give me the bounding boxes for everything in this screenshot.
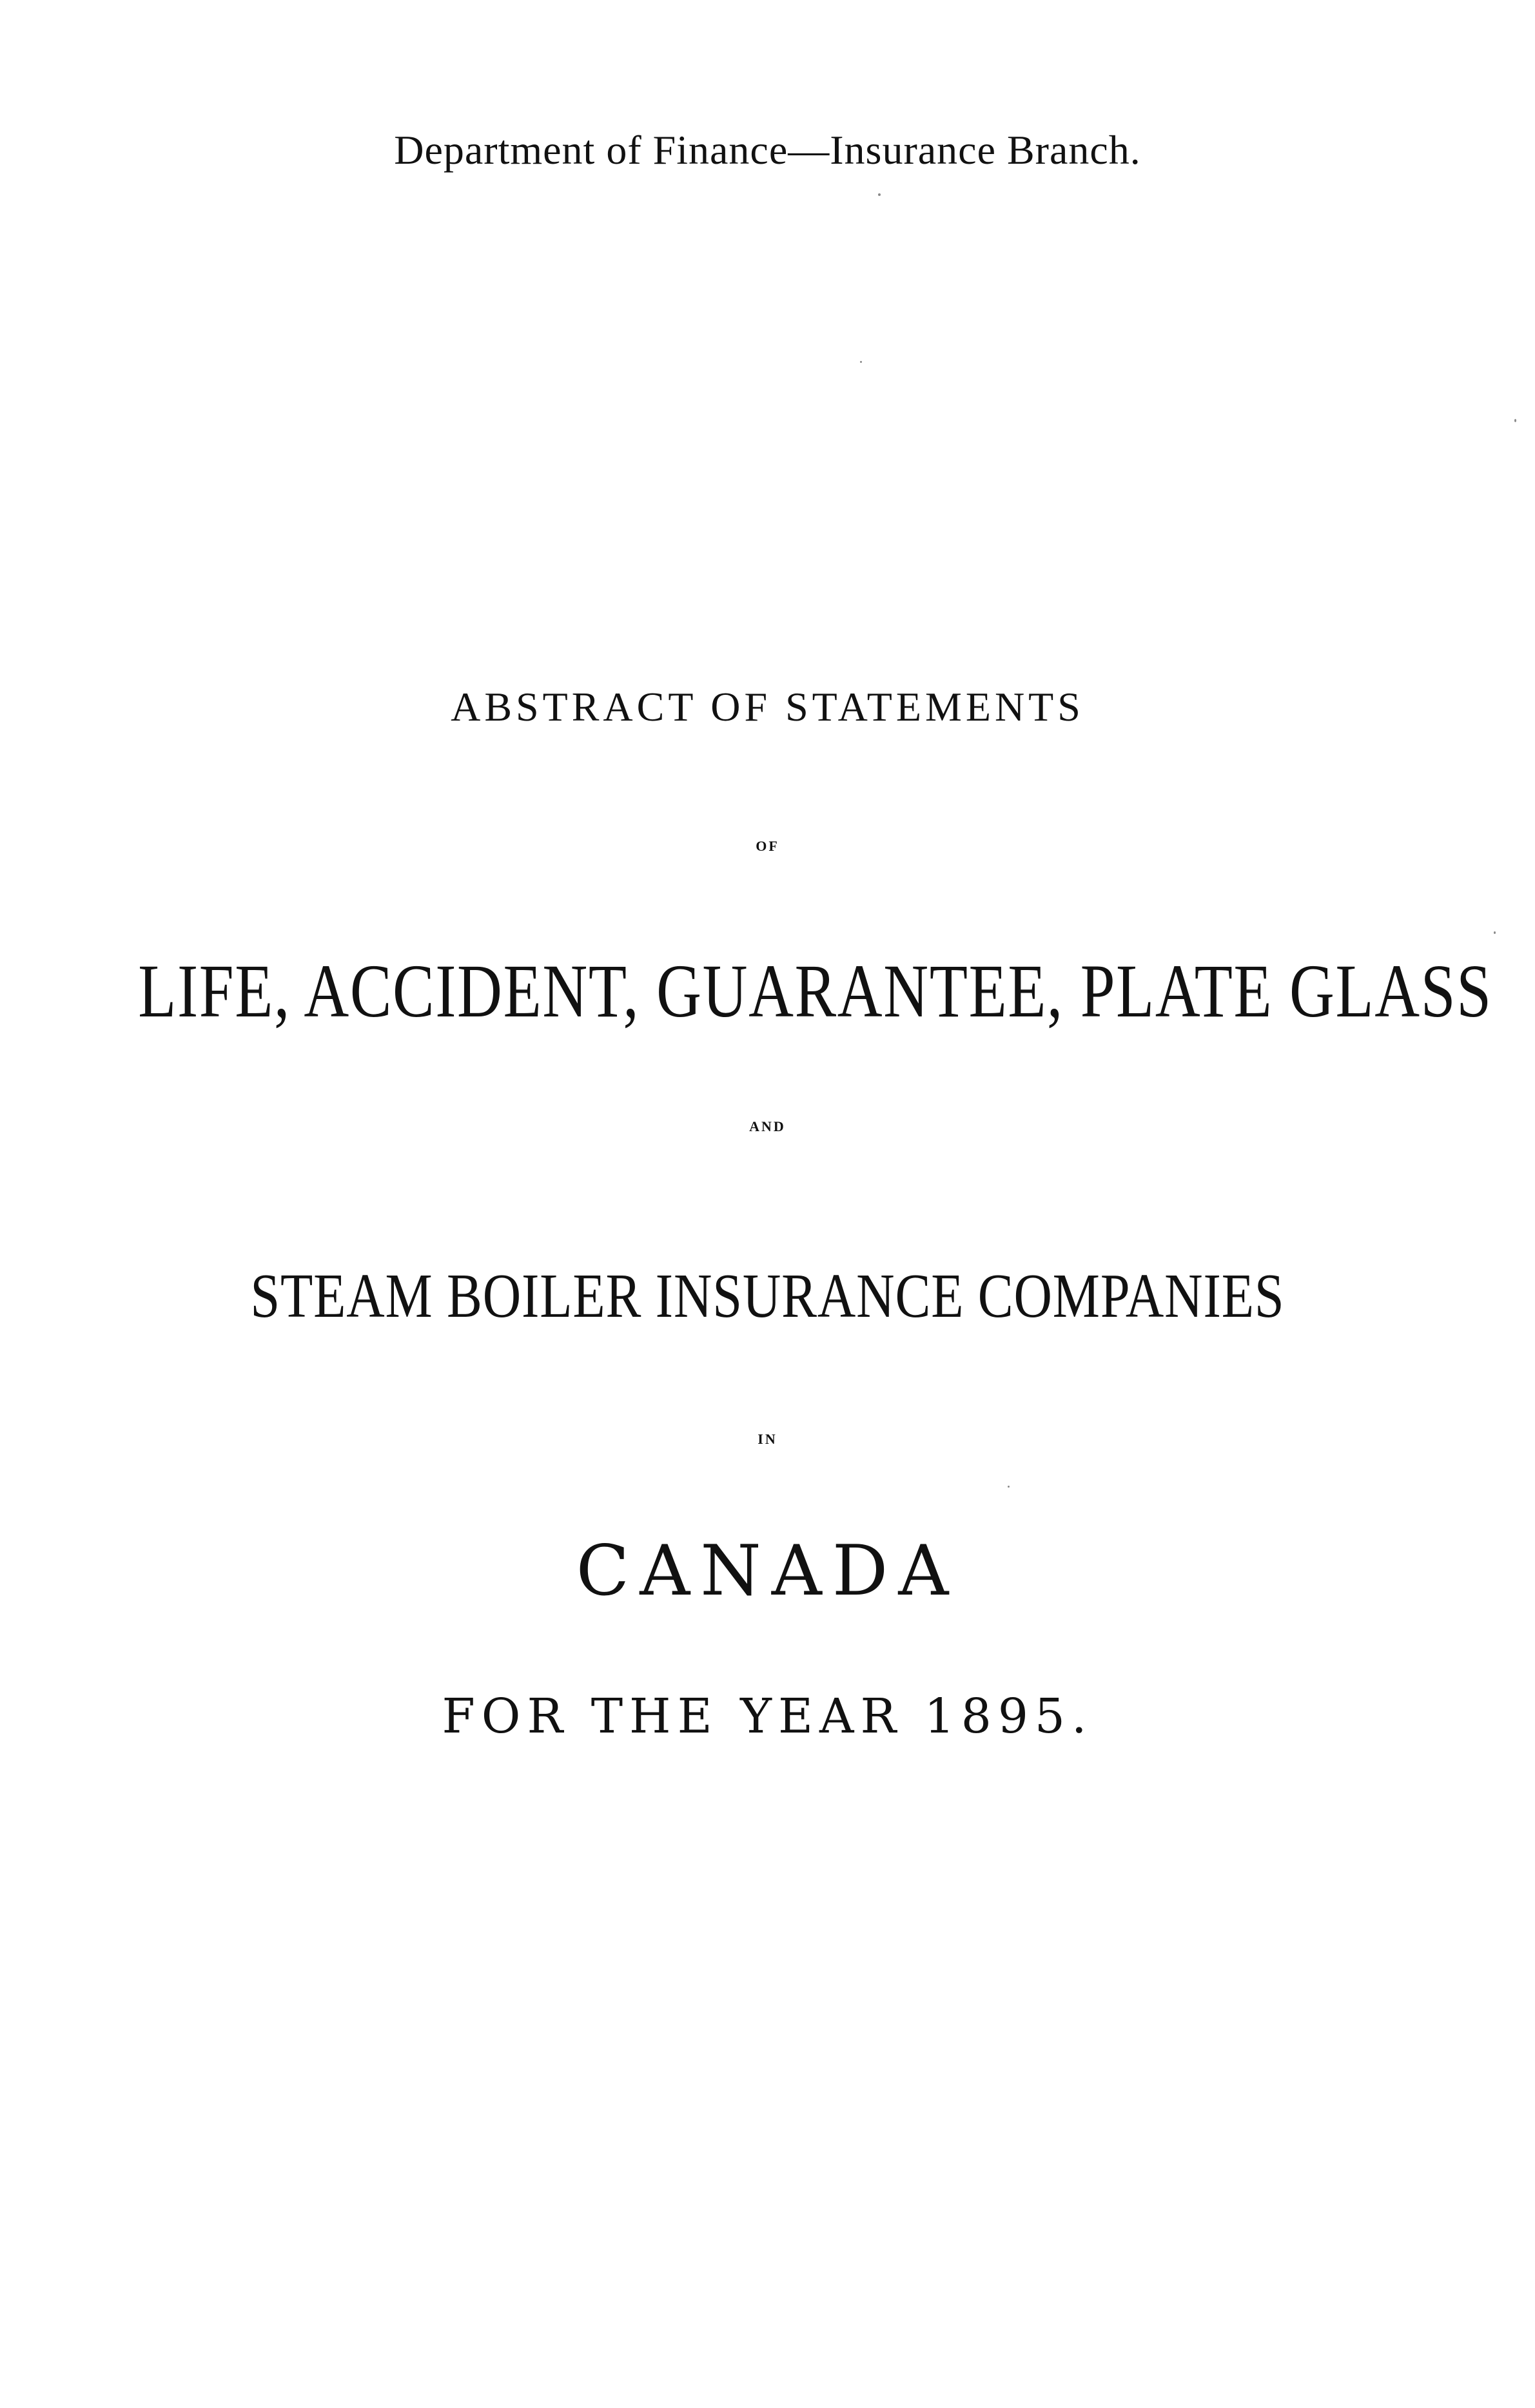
scan-speck (1514, 419, 1516, 422)
scan-speck (860, 361, 862, 363)
scan-speck (878, 193, 881, 196)
connector-and: AND (749, 1118, 786, 1134)
department-header: Department of Finance—Insurance Branch. (394, 127, 1141, 173)
title-steam-boiler-companies: STEAM BOILER INSURANCE COMPANIES (250, 1261, 1285, 1331)
title-abstract-of-statements: ABSTRACT OF STATEMENTS (451, 684, 1084, 730)
connector-of: OF (756, 838, 779, 854)
title-insurance-types: LIFE, ACCIDENT, GUARANTEE, PLATE GLASS (138, 949, 1492, 1033)
title-year: FOR THE YEAR 1895. (442, 1689, 1093, 1744)
scan-speck (1008, 1486, 1010, 1488)
connector-in: IN (758, 1431, 777, 1447)
title-country: CANADA (576, 1531, 959, 1611)
scan-speck (1494, 931, 1496, 934)
